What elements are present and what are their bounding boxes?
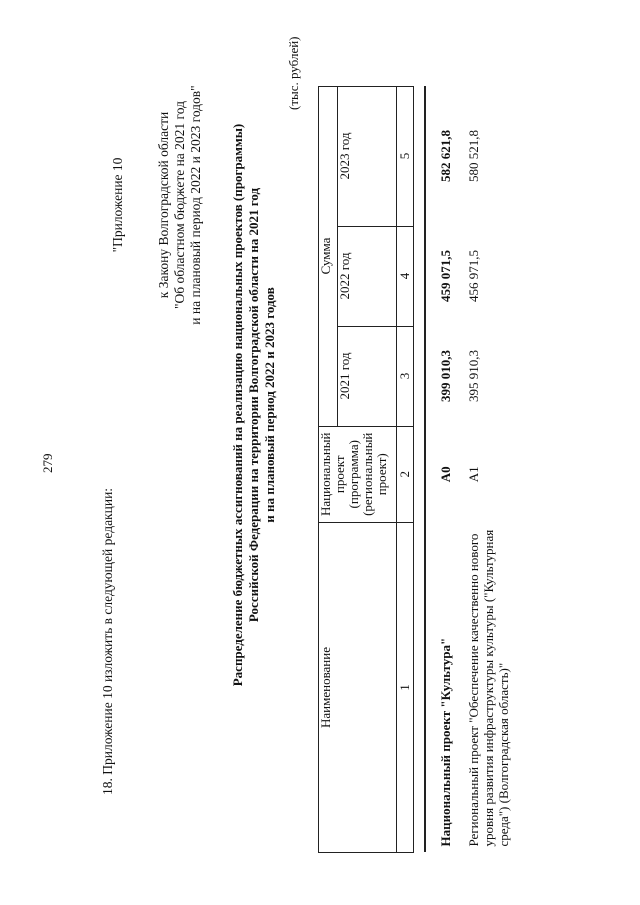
appendix-title: "Приложение 10 (110, 157, 125, 253)
row-value-2022: 459 071,5 (438, 250, 453, 303)
header-name: Наименование (319, 523, 397, 853)
header-sum: Сумма (319, 86, 338, 426)
row-code: А0 (438, 466, 453, 483)
header-row (319, 86, 338, 852)
row-code: А1 (466, 466, 481, 483)
appendix-law-line: к Закону Волгоградской области (156, 111, 171, 299)
column-number: 5 (397, 86, 414, 226)
budget-table (318, 86, 511, 853)
row-value-2022: 456 971,5 (466, 250, 481, 303)
document-title (230, 35, 278, 775)
unit-label: (тыс. рублей) (286, 36, 301, 110)
table-row (454, 86, 511, 852)
row-value-2021: 399 010,3 (438, 350, 453, 403)
page-number: 279 (40, 453, 55, 473)
column-number: 3 (397, 326, 414, 426)
title-line: Распределение бюджетных ассигнований на реализацию национальных проектов (программы) (230, 123, 245, 687)
column-number: 2 (397, 426, 414, 522)
appendix-law-line: и на плановый период 2022 и 2023 годов" (188, 85, 203, 325)
row-name: Региональный проект "Обеспечение качественно нового уровня развития инфраструктуры культуры ("Культурная среда") (Волгоградская область)" (466, 529, 511, 847)
table-row (425, 86, 454, 852)
row-value-2023: 582 621,8 (438, 130, 453, 183)
header-project: Национальный проект (программа) (региональный проект) (319, 426, 397, 522)
appendix-law-line: "Об областном бюджете на 2021 год (172, 101, 187, 309)
column-number: 1 (397, 523, 414, 853)
column-number-row (397, 86, 414, 852)
header-year-2022: 2022 год (338, 226, 397, 326)
row-name: Национальный проект "Культура" (438, 637, 453, 847)
header-year-2021: 2021 год (338, 326, 397, 426)
amendment-instruction: 18. Приложение 10 изложить в следующей редакции: (100, 487, 115, 795)
header-year-2023: 2023 год (338, 86, 397, 226)
row-value-2023: 580 521,8 (466, 130, 481, 183)
title-line: и на плановый период 2022 и 2023 годов (262, 287, 277, 523)
column-number: 4 (397, 226, 414, 326)
title-line: Российской Федерации на территории Волгоградской области на 2021 год (246, 187, 261, 623)
appendix-header (110, 45, 204, 365)
row-value-2021: 395 910,3 (466, 350, 481, 403)
